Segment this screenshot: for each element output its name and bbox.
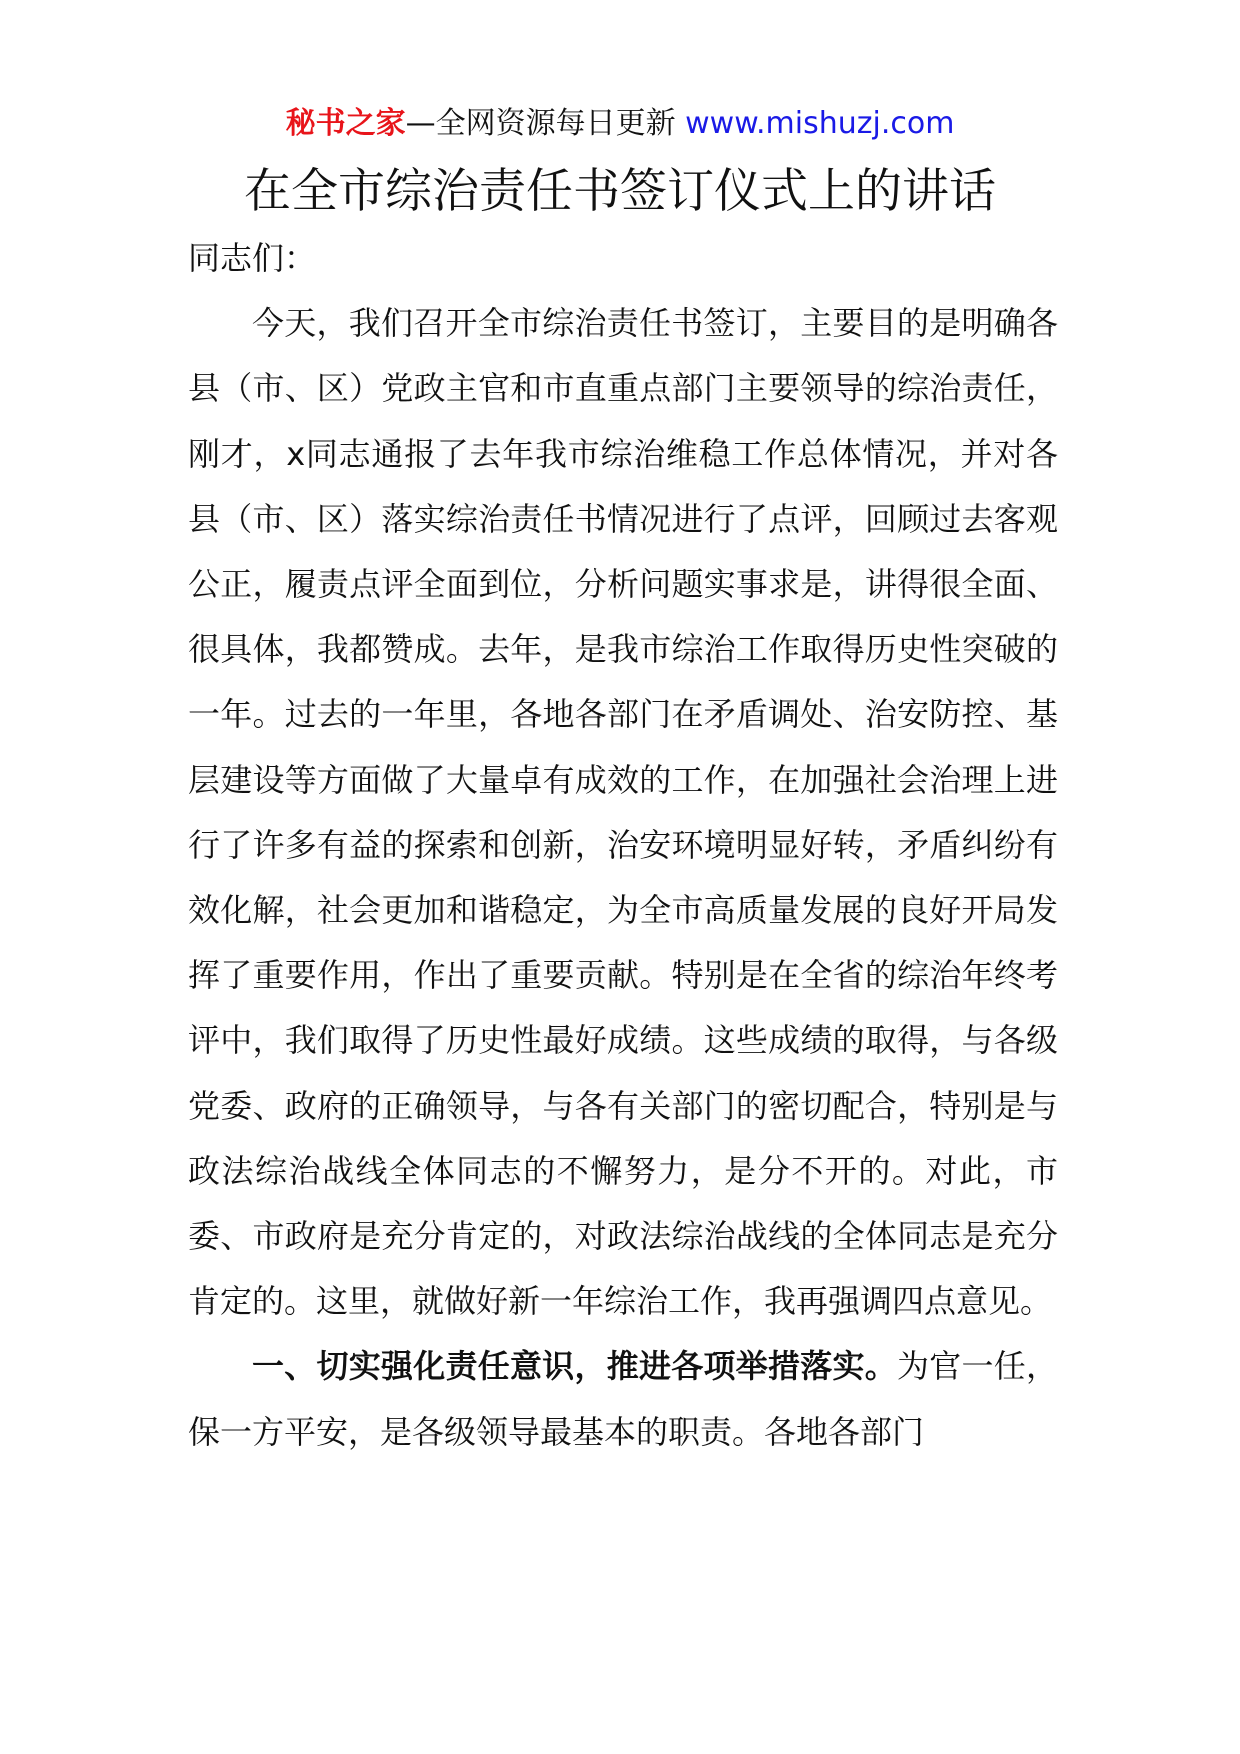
section-heading: 一、切实强化责任意识，推进各项举措落实。 — [252, 1347, 897, 1386]
document-body — [188, 226, 1058, 1465]
site-brand: 秘书之家 — [285, 106, 406, 141]
site-header — [0, 102, 1240, 146]
paragraph-intro: 今天，我们召开全市综治责任书签订，主要目的是明确各县（市、区）党政主官和市直重点部门主要领导的综治责任，刚才，x同志通报了去年我市综治维稳工作总体情况，并对各县（市、区）落实综治责任书情况进行了点评，回顾过去客观公正，履责点评全面到位，分析问题实事求是，讲得很全面、很具体，我都赞成。去年，是我市综治工作取得历史性突破的一年。过去的一年里，各地各部门在矛盾调处、治安防控、基层建设等方面做了大量卓有成效的工作，在加强社会治理上进行了许多有益的探索和创新，治安环境明显好转，矛盾纠纷有效化解，社会更加和谐稳定，为全市高质量发展的良好开局发挥了重要作用，作出了重要贡献。特别是在全省的综治年终考评中，我们取得了历史性最好成绩。这些成绩的取得，与各级党委、政府的正确领导，与各有关部门的密切配合，特别是与政法综治战线全体同志的不懈努力，是分不开的。对此，市委、市政府是充分肯定的，对政法综治战线的全体同志是充分肯定的。这里，就做好新一年综治工作，我再强调四点意见。 — [188, 304, 1058, 1321]
site-tagline: —全网资源每日更新 — [405, 106, 676, 141]
document-title: 在全市综治责任书签订仪式上的讲话 — [244, 164, 996, 219]
section-text: 为官一任，保一方平安，是各级领导最基本的职责。各地各部门 — [188, 1347, 1058, 1451]
salutation: 同志们： — [188, 239, 317, 277]
site-url-link[interactable]: www.mishuzj.com — [685, 106, 955, 141]
paragraph-section-1 — [188, 1334, 1058, 1464]
